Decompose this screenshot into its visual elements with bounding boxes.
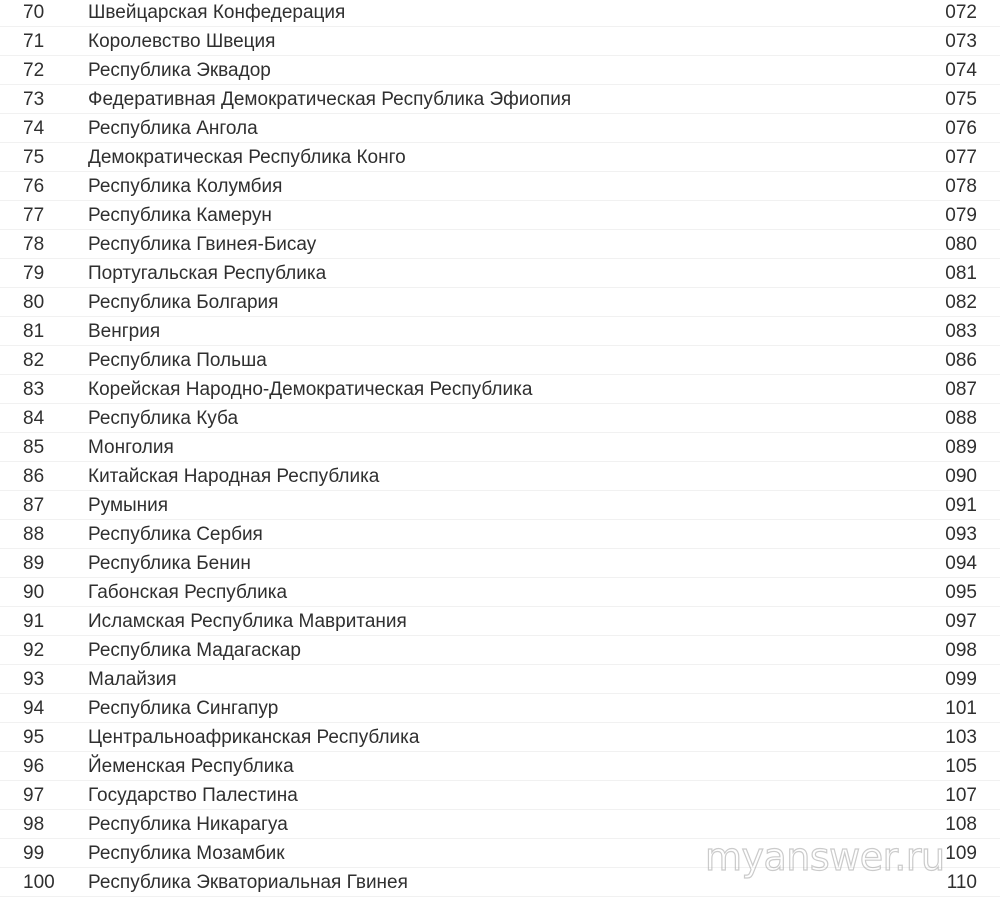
table-row [0,172,1000,201]
table-row [0,404,1000,433]
row-number: 78 [23,234,45,255]
country-name: Венгрия [88,321,161,342]
country-code: 094 [945,553,977,574]
row-number: 87 [23,495,45,516]
country-code: 091 [945,495,977,516]
country-code: 072 [945,2,977,23]
row-number: 77 [23,205,45,226]
country-name: Республика Куба [88,408,239,429]
country-name: Республика Сингапур [88,698,279,719]
country-name: Республика Сербия [88,524,263,545]
country-name: Швейцарская Конфедерация [88,2,346,23]
watermark: myanswer.ru [705,835,945,879]
row-number: 98 [23,814,45,835]
country-name: Демократическая Республика Конго [88,147,406,168]
country-code: 110 [946,872,977,893]
country-name: Португальская Республика [88,263,327,284]
row-number: 73 [23,89,45,110]
table-row [0,520,1000,549]
row-number: 81 [23,321,45,342]
table-row [0,723,1000,752]
country-name: Центральноафриканская Республика [88,727,420,748]
country-code: 109 [945,843,977,864]
table-row [0,0,1000,27]
row-number: 92 [23,640,45,661]
country-name: Республика Ангола [88,118,258,139]
table-row [0,201,1000,230]
row-number: 72 [23,60,45,81]
row-number: 100 [23,872,55,893]
country-code: 078 [945,176,977,197]
table-row [0,375,1000,404]
row-number: 84 [23,408,45,429]
country-name: Республика Мозамбик [88,843,285,864]
country-code: 107 [945,785,977,806]
country-name: Йеменская Республика [88,756,294,777]
table-row [0,85,1000,114]
table-row [0,781,1000,810]
country-name: Республика Гвинея-Бисау [88,234,317,255]
table-row [0,114,1000,143]
table-row [0,549,1000,578]
country-code: 083 [945,321,977,342]
row-number: 74 [23,118,45,139]
country-name: Исламская Республика Мавритания [88,611,407,632]
row-number: 90 [23,582,45,603]
table-row [0,433,1000,462]
country-name: Республика Болгария [88,292,279,313]
row-number: 83 [23,379,45,400]
row-number: 95 [23,727,45,748]
row-number: 82 [23,350,45,371]
country-name: Королевство Швеция [88,31,276,52]
country-name: Республика Экваториальная Гвинея [88,872,408,893]
country-code: 081 [945,263,977,284]
table-row [0,317,1000,346]
country-code: 077 [945,147,977,168]
country-code: 079 [945,205,977,226]
row-number: 96 [23,756,45,777]
row-number: 91 [23,611,45,632]
country-code: 099 [945,669,977,690]
table-row [0,752,1000,781]
country-name: Федеративная Демократическая Республика Эфиопия [88,89,572,110]
country-name: Румыния [88,495,169,516]
country-code: 101 [945,698,977,719]
country-code: 090 [945,466,977,487]
country-code: 103 [945,727,977,748]
table-row [0,27,1000,56]
row-number: 70 [23,2,45,23]
table-row [0,259,1000,288]
country-code: 097 [945,611,977,632]
table-row [0,636,1000,665]
country-name: Корейская Народно-Демократическая Республика [88,379,533,400]
row-number: 97 [23,785,45,806]
country-name: Государство Палестина [88,785,298,806]
table-row [0,346,1000,375]
country-code: 073 [945,31,977,52]
row-number: 88 [23,524,45,545]
country-name: Республика Никарагуа [88,814,288,835]
table-row [0,56,1000,85]
table-row [0,578,1000,607]
row-number: 75 [23,147,45,168]
country-name: Республика Колумбия [88,176,283,197]
country-name: Республика Бенин [88,553,251,574]
country-code: 080 [945,234,977,255]
table-row [0,288,1000,317]
country-code: 105 [945,756,977,777]
country-name: Монголия [88,437,174,458]
country-name: Габонская Республика [88,582,288,603]
row-number: 89 [23,553,45,574]
country-code: 093 [945,524,977,545]
table-row [0,143,1000,172]
country-name: Республика Мадагаскар [88,640,301,661]
row-number: 71 [23,31,45,52]
country-code: 086 [945,350,977,371]
row-number: 93 [23,669,45,690]
country-name: Республика Камерун [88,205,272,226]
country-code: 076 [945,118,977,139]
table-row [0,607,1000,636]
row-number: 80 [23,292,45,313]
country-code: 108 [945,814,977,835]
table-row [0,694,1000,723]
country-code: 087 [945,379,977,400]
table-row [0,665,1000,694]
row-number: 86 [23,466,45,487]
row-number: 85 [23,437,45,458]
country-code: 074 [945,60,977,81]
country-name: Республика Польша [88,350,267,371]
row-number: 99 [23,843,45,864]
country-name: Республика Эквадор [88,60,271,81]
row-number: 94 [23,698,45,719]
country-code: 075 [945,89,977,110]
country-name: Малайзия [88,669,177,690]
country-code: 098 [945,640,977,661]
country-code: 082 [945,292,977,313]
country-code: 088 [945,408,977,429]
table-row [0,491,1000,520]
table-row [0,230,1000,259]
country-code: 089 [945,437,977,458]
row-number: 76 [23,176,45,197]
country-name: Китайская Народная Республика [88,466,380,487]
row-number: 79 [23,263,45,284]
table-row [0,462,1000,491]
country-code: 095 [945,582,977,603]
